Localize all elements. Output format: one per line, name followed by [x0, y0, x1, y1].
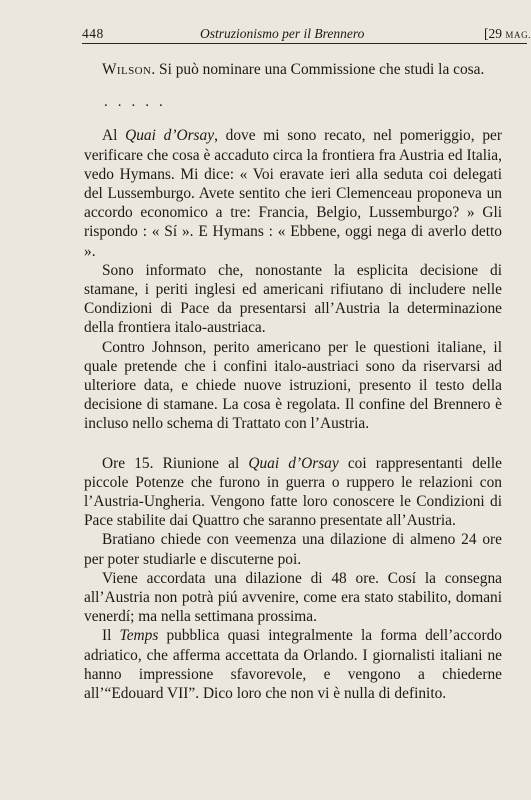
running-title: Ostruzionismo per il Brennero [200, 26, 365, 41]
italic-quai-dorsay: Quai d’Orsay [125, 127, 215, 145]
paragraph-temps [84, 626, 502, 703]
paragraph-dilazione: Viene accordata una dilazione di 48 ore. Cosí la consegna all’Austria non potrà piú avvenire, come era stato stabilito, domani venerdí; ma nella settimana prossima. [84, 569, 502, 626]
page-number: 448 [82, 26, 104, 41]
date-month: MAG. [505, 30, 531, 40]
paragraph-bratiano: Bratiano chiede con veemenza una dilazione di almeno 24 ore per poter studiarle e discuterne poi. [84, 531, 502, 568]
italic-temps: Temps [119, 627, 159, 645]
header-rule [82, 43, 527, 44]
date-day: 29 [488, 26, 502, 41]
page-body [84, 60, 502, 703]
speaker-name: Wilson [102, 61, 152, 78]
paragraph-johnson: Contro Johnson, perito americano per le questioni italiane, il quale pretende che i confini italo-austriaci sono da riservarsi ad ulteriore data, e chiede nuove istruzioni, presento il testo della decisione di stamane. La cosa è regolata. Il confine del Brennero è incluso nello schema di Trattato con l’Austria. [84, 338, 502, 433]
paragraph-text: Ore 15. Riunione al [102, 454, 249, 472]
wilson-paragraph [84, 60, 502, 79]
date-bracket: [ [484, 26, 489, 41]
paragraph-quai-hymans [84, 126, 502, 260]
date-marker [484, 26, 531, 42]
running-header [82, 22, 531, 44]
ellipsis-separator: ..... [104, 94, 173, 111]
paragraph-text: Al [102, 127, 126, 145]
paragraph-text: pubblica quasi integralmente la forma dell’accordo adriatico, che afferma accettata da Orlando. I giornalisti italiani ne hanno impressione sfavorevole, e vengono a chiederne all’“Edouard VII”. Dico loro che non vi è nulla di definito. [84, 627, 502, 703]
wilson-text: . Si può nominare una Commissione che studi la cosa. [151, 61, 485, 78]
paragraph-text: , dove mi sono recato, nel pomeriggio, per verificare che cosa è accaduto circa la frontiera fra Austria ed Italia, vedo Hymans. Mi dice: « Voi eravate ieri alla seduta coi delegati del Lussemburgo. Avete sentito che ieri Clemenceau proponeva un accordo economico a tre: Francia, Belgio, Lussemburgo? » Gli rispondo : « Sí ». E Hymans : « Ebbene, oggi nega di averlo detto ». [84, 127, 502, 260]
italic-quai-dorsay: Quai d’Orsay [248, 454, 339, 472]
paragraph-ore-15 [84, 454, 502, 531]
paragraph-text: coi rappresentanti delle piccole Potenze che furono in guerra o ruppero le relazioni con l’Austria-Ungheria. Vengono fatte loro conoscere le Condizioni di Pace stabilite dai Quattro che saranno presentate all’Austria. [84, 454, 502, 530]
paragraph-periti: Sono informato che, nonostante la esplicita decisione di stamane, i periti inglesi ed americani rifiutano di includere nelle Condizioni di Pace da presentarsi all’Austria la determinazione della frontiera italo-austriaca. [84, 261, 502, 337]
paragraph-text: Il [102, 627, 120, 645]
